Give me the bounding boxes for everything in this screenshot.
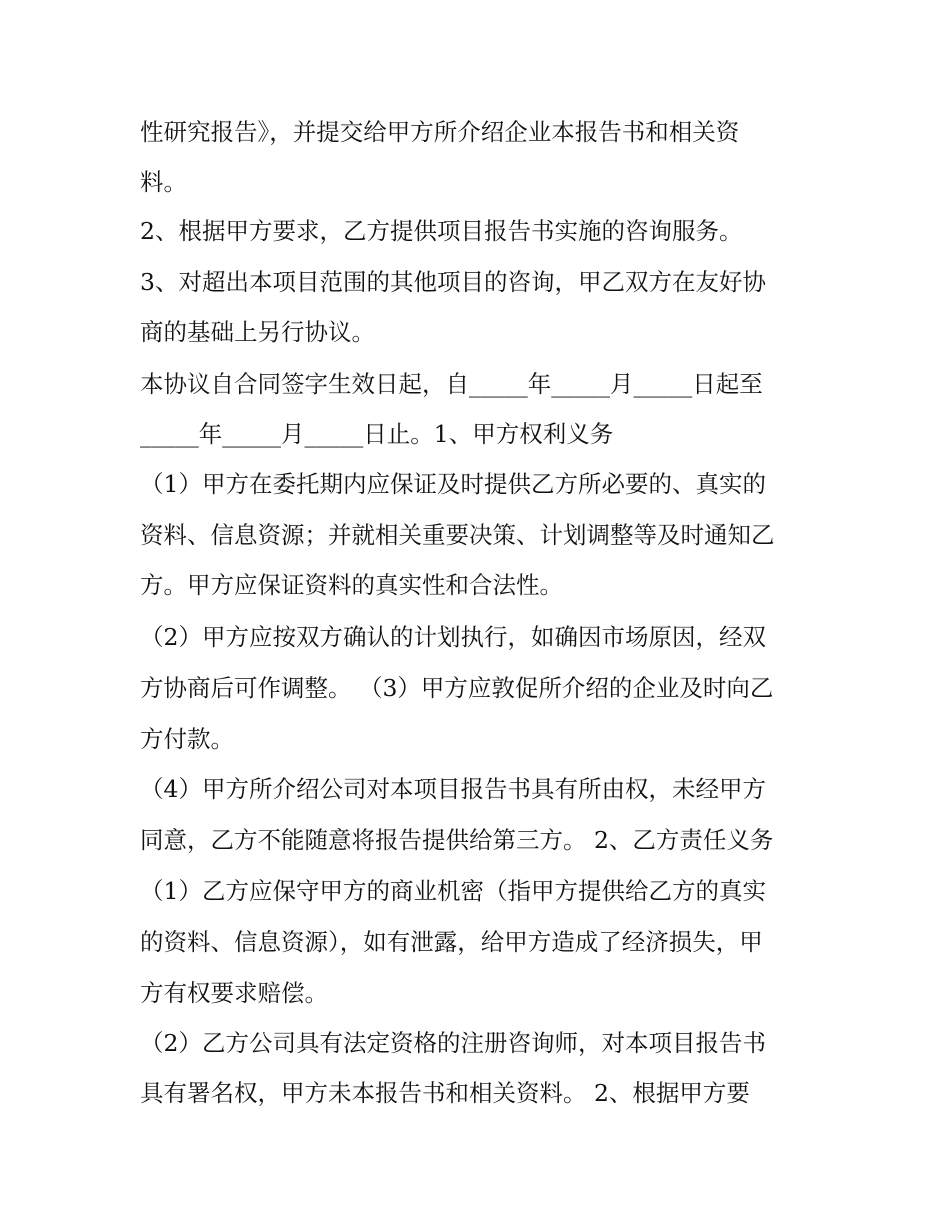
text-line: 商的基础上另行协议。 [140, 318, 375, 346]
text-line: （1）乙方应保守甲方的商业机密（指甲方提供给乙方的真实 [140, 877, 766, 905]
text-line: 性研究报告》，并提交给甲方所介绍企业本报告书和相关资 [140, 118, 740, 146]
text-line: 料。 [140, 168, 187, 196]
text-line: （1）甲方在委托期内应保证及时提供乙方所必要的、真实的 [140, 470, 766, 498]
text-line: 方协商后可作调整。 （3）甲方应敦促所介绍的企业及时向乙 [140, 674, 774, 702]
text-line: （4）甲方所介绍公司对本项目报告书具有所由权，未经甲方 [140, 775, 766, 803]
text-line: 3、对超出本项目范围的其他项目的咨询，甲乙双方在友好协 [140, 268, 766, 296]
text-line: 方。甲方应保证资料的真实性和合法性。 [140, 571, 563, 599]
text-line: （2）甲方应按双方确认的计划执行，如确因市场原因，经双 [140, 623, 766, 651]
text-line: 方有权要求赔偿。 [140, 979, 328, 1007]
text-line: 2、根据甲方要求，乙方提供项目报告书实施的咨询服务。 [140, 217, 743, 245]
text-line: 具有署名权，甲方未本报告书和相关资料。 2、根据甲方要 [140, 1079, 750, 1107]
text-line: （2）乙方公司具有法定资格的注册咨询师，对本项目报告书 [140, 1029, 766, 1057]
text-line: 的资料、信息资源），如有泄露，给甲方造成了经济损失，甲 [140, 928, 763, 956]
text-line: 同意，乙方不能随意将报告提供给第三方。 2、乙方责任义务 [140, 826, 774, 854]
text-line: 本协议自合同签字生效日起，自_____年_____月_____日起至 [140, 370, 763, 398]
text-line: 资料、信息资源；并就相关重要决策、计划调整等及时通知乙 [140, 521, 775, 549]
text-line: _____年_____月_____日止。1、甲方权利义务 [140, 420, 614, 448]
text-line: 方付款。 [140, 725, 234, 753]
